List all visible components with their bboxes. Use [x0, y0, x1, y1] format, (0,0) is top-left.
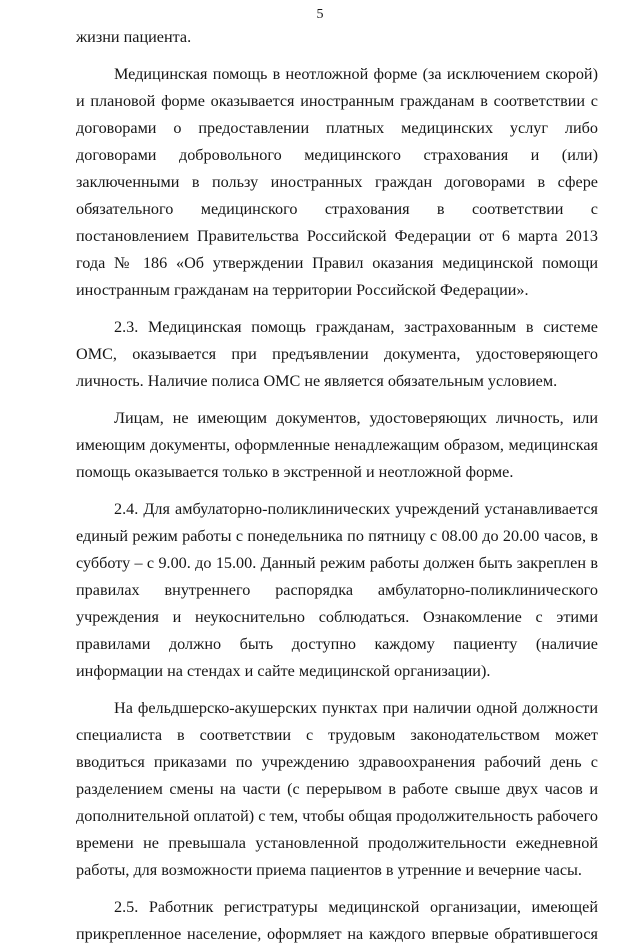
page-number: 5	[316, 7, 324, 22]
paragraph-2-4: 2.4. Для амбулаторно-поликлинических учреждений устанавливается единый режим работы с понедельника по пятницу с 08.00 до 20.00 часов, в субботу – с 9.00. до 15.00. Данный режим работы должен быть закреплен в правилах внутреннего распорядка амбулаторно-поликлинического учреждения и неукоснительно соблюдаться. Ознакомление с этими правилами должно быть доступно каждому пациенту (наличие информации на стендах и сайте медицинской организации).	[76, 500, 598, 680]
paragraph-2-5: 2.5. Работник регистратуры медицинской организации, имеющей прикрепленное население, оформляет на каждого впервые обратившегося	[76, 898, 598, 943]
document-body	[76, 24, 598, 948]
paragraph-foreign-citizens: Медицинская помощь в неотложной форме (за исключением скорой) и плановой форме оказывается иностранным гражданам в соответствии с договорами о предоставлении платных медицинских услуг либо договорами добровольного медицинского страхования и (или) заключенными в пользу иностранных граждан договорами в сфере обязательного медицинского страхования в соответствии с постановлением Правительства Российской Федерации от 6 марта 2013 года № 186 «Об утверждении Правил оказания медицинской помощи иностранным гражданам на территории Российской Федерации».	[76, 65, 598, 299]
paragraph-2-3: 2.3. Медицинская помощь гражданам, застрахованным в системе ОМС, оказывается при предъявлении документа, удостоверяющего личность. Наличие полиса ОМС не является обязательным условием.	[76, 318, 598, 390]
paragraph-continuation: жизни пациента.	[76, 28, 192, 46]
paragraph-no-documents: Лицам, не имеющим документов, удостоверяющих личность, или имеющим документы, оформленные ненадлежащим образом, медицинская помощь оказывается только в экстренной и неотложной форме.	[76, 409, 598, 481]
paragraph-fap: На фельдшерско-акушерских пунктах при наличии одной должности специалиста в соответствии с трудовым законодательством может вводиться приказами по учреждению здравоохранения рабочий день с разделением смены на части (с перерывом в работе свыше двух часов и дополнительной оплатой) с тем, чтобы общая продолжительность рабочего времени не превышала установленной продолжительности ежедневной работы, для возможности приема пациентов в утренние и вечерние часы.	[76, 699, 598, 879]
